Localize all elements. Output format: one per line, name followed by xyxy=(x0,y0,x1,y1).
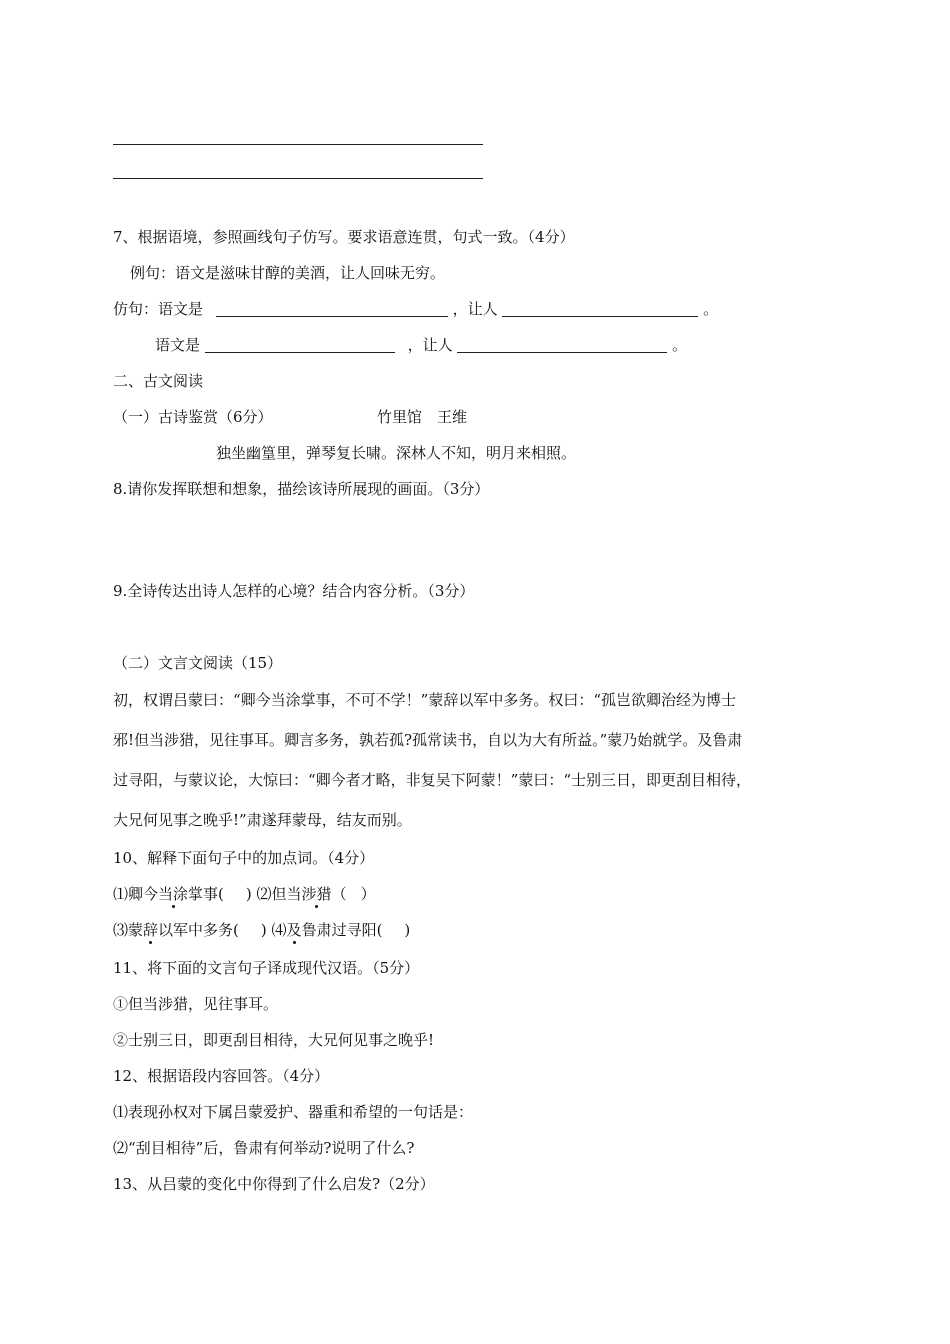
q10-item4-close: ) xyxy=(404,921,411,939)
q11-sentence-1: ①但当涉猎，见往事耳。 xyxy=(113,995,279,1013)
q10-item3-pre: ⑶蒙 xyxy=(113,921,144,939)
q10-item1-pre: ⑴卿今 xyxy=(113,885,159,903)
q13-title: 13、从吕蒙的变化中你得到了什么启发?（2分） xyxy=(113,1175,435,1193)
q7-imitate-line-2 xyxy=(155,335,687,355)
q10-item4-dotted: 及 xyxy=(286,921,302,939)
prose-header: （二）文言文阅读（15） xyxy=(113,654,283,672)
q10-item3-dotted: 辞 xyxy=(143,921,159,939)
q7-imitate-label: 仿句：语文是 xyxy=(113,300,204,318)
q7-line2-start: 语文是 xyxy=(155,336,201,354)
q10-title: 10、解释下面句子中的加点词。（4分） xyxy=(113,849,375,867)
q7-blank-4[interactable] xyxy=(457,336,667,353)
q10-item4-post: 鲁肃过寻阳( xyxy=(301,921,383,939)
q7-example: 例句：语文是滋味甘醇的美酒，让人回味无穷。 xyxy=(130,264,446,282)
q10-item2-close: ） xyxy=(360,885,376,903)
poem-title: 竹里馆 王维 xyxy=(377,408,468,426)
q7-blank-2[interactable] xyxy=(502,300,698,317)
q7-blank-1[interactable] xyxy=(216,300,448,317)
q10-item1-post: 掌事( xyxy=(188,885,224,903)
q10-item3-post: 以军中多务( xyxy=(158,921,239,939)
q11-title: 11、将下面的文言句子译成现代汉语。（5分） xyxy=(113,959,420,977)
q11-sentence-2: ②士别三日，即更刮目相待，大兄何见事之晚乎! xyxy=(113,1031,435,1049)
q10-item2-pre: ⑵但当 xyxy=(256,885,302,903)
q10-item3-close: ) xyxy=(260,921,267,939)
prose-line-1: 初，权谓吕蒙曰：“卿今当涂掌事，不可不学！”蒙辞以军中多务。权曰：“孤岂欲卿治经为博士 xyxy=(113,691,737,709)
q9: 9.全诗传达出诗人怎样的心境？结合内容分析。（3分） xyxy=(113,582,475,600)
q10-item4-pre: ⑷ xyxy=(271,921,287,939)
q7-line2-comma: ，让人 xyxy=(407,336,453,354)
poem-text: 独坐幽篁里，弹琴复长啸。深林人不知，明月来相照。 xyxy=(216,444,577,462)
q8: 8.请你发挥联想和想象，描绘该诗所展现的画面。（3分） xyxy=(113,480,490,498)
q10-item1-dotted: 当涂 xyxy=(158,885,189,903)
answer-line-2 xyxy=(113,178,483,179)
q7-imitate-line-1 xyxy=(113,299,718,319)
q10-item2-post: （ xyxy=(331,885,347,903)
q10-row-2 xyxy=(113,920,410,940)
prose-line-4: 大兄何见事之晚乎!”肃遂拜蒙母，结友而别。 xyxy=(113,811,412,829)
q7-comma-rang: ，让人 xyxy=(452,300,498,318)
q7-line2-period: 。 xyxy=(672,336,688,354)
prose-line-3: 过寻阳，与蒙议论，大惊曰：“卿今者才略，非复吴下阿蒙！”蒙曰：“士别三日，即更刮目相待， xyxy=(113,771,752,789)
q10-item2-dotted: 涉猎 xyxy=(301,885,332,903)
q10-item1-close: ) xyxy=(245,885,252,903)
section2-title: 二、古文阅读 xyxy=(113,372,204,390)
q7-title: 7、根据语境，参照画线句子仿写。要求语意连贯，句式一致。（4分） xyxy=(113,228,575,246)
poem-header: （一）古诗鉴赏（6分） xyxy=(113,408,273,426)
q12-title: 12、根据语段内容回答。（4分） xyxy=(113,1067,330,1085)
q10-row-1 xyxy=(113,884,376,904)
q12-sub-2: ⑵“刮目相待”后，鲁肃有何举动?说明了什么? xyxy=(113,1139,415,1157)
q7-period: 。 xyxy=(703,300,719,318)
prose-line-2: 邪!但当涉猎，见往事耳。卿言多务，孰若孤?孤常读书，自以为大有所益。”蒙乃始就学。及鲁肃 xyxy=(113,731,743,749)
answer-line-1 xyxy=(113,144,483,145)
q7-blank-3[interactable] xyxy=(205,336,395,353)
q12-sub-1: ⑴表现孙权对下属吕蒙爱护、器重和希望的一句话是： xyxy=(113,1103,474,1121)
